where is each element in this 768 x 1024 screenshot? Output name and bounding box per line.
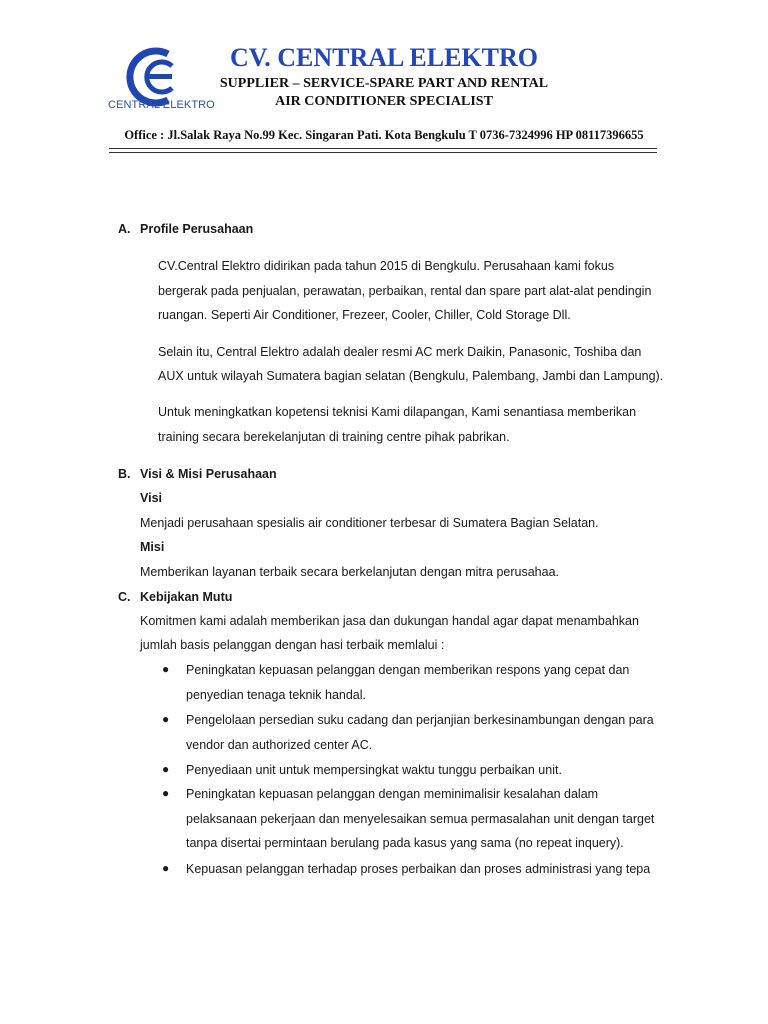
- tagline-secondary: AIR CONDITIONER SPECIALIST: [275, 94, 493, 109]
- section-a-para1-line3: ruangan. Seperti Air Conditioner, Frezeer, Cooler, Chiller, Cold Storage Dll.: [158, 308, 571, 322]
- section-a-para2-line2: AUX untuk wilayah Sumatera bagian selatan (Bengkulu, Palembang, Jambi dan Lampung).: [158, 369, 664, 383]
- bullet-dot-icon: ●: [162, 712, 170, 726]
- section-a-title: Profile Perusahaan: [140, 222, 254, 236]
- section-a-para2-line1: Selain itu, Central Elektro adalah dealer resmi AC merk Daikin, Panasonic, Toshiba dan: [158, 345, 642, 359]
- logo-wordmark: CENTRAL ELEKTRO: [108, 99, 215, 111]
- list-item-continuation: penyedian tenaga teknik handal.: [186, 688, 367, 702]
- header-rule-bottom: [109, 152, 657, 153]
- section-c-title: Kebijakan Mutu: [140, 590, 233, 604]
- list-item-continuation: vendor dan authorized center AC.: [186, 738, 373, 752]
- section-a-marker: A.: [118, 222, 131, 236]
- section-b-marker: B.: [118, 467, 131, 481]
- section-a-para1-line2: bergerak pada penjualan, perawatan, perbaikan, rental dan spare part alat-alat pendingin: [158, 284, 652, 298]
- visi-text: Menjadi perusahaan spesialis air conditioner terbesar di Sumatera Bagian Selatan.: [140, 516, 599, 530]
- section-a-para1-line1: CV.Central Elektro didirikan pada tahun 2015 di Bengkulu. Perusahaan kami fokus: [158, 259, 615, 273]
- list-item: Peningkatan kepuasan pelanggan dengan meminimalisir kesalahan dalam: [186, 787, 599, 801]
- section-c-marker: C.: [118, 590, 131, 604]
- visi-label: Visi: [140, 491, 163, 505]
- header-rule-top: [109, 148, 657, 149]
- tagline-primary: SUPPLIER – SERVICE-SPARE PART AND RENTAL: [219, 76, 549, 91]
- list-item-continuation: pelaksanaan pekerjaan dan menyelesaikan semua permasalahan unit dengan target: [186, 812, 655, 826]
- section-b-title: Visi & Misi Perusahaan: [140, 467, 277, 481]
- section-c-intro-line2: jumlah basis pelanggan dengan hasi terbaik memlalui :: [140, 638, 445, 652]
- section-a-para3-line1: Untuk meningkatkan kopetensi teknisi Kami dilapangan, Kami senantiasa memberikan: [158, 405, 637, 419]
- letterhead: [0, 0, 768, 160]
- company-name: CV. CENTRAL ELEKTRO: [230, 43, 538, 72]
- bullet-dot-icon: ●: [162, 861, 170, 875]
- bullet-dot-icon: ●: [162, 762, 170, 776]
- office-address: Office : Jl.Salak Raya No.99 Kec. Singaran Pati. Kota Bengkulu T 0736-7324996 HP 08117396655: [124, 128, 644, 142]
- misi-label: Misi: [140, 540, 165, 554]
- list-item: Penyediaan unit untuk mempersingkat waktu tunggu perbaikan unit.: [186, 763, 562, 777]
- section-c-intro-line1: Komitmen kami adalah memberikan jasa dan dukungan handal agar dapat menambahkan: [140, 614, 639, 628]
- bullet-dot-icon: ●: [162, 662, 170, 676]
- list-item: Peningkatan kepuasan pelanggan dengan memberikan respons yang cepat dan: [186, 663, 630, 677]
- bullet-dot-icon: ●: [162, 786, 170, 800]
- company-name-wrap: [0, 43, 768, 73]
- list-item: Kepuasan pelanggan terhadap proses perbaikan dan proses administrasi yang tepa: [186, 862, 651, 876]
- misi-text: Memberikan layanan terbaik secara berkelanjutan dengan mitra perusahaa.: [140, 565, 560, 579]
- list-item-continuation: tanpa disertai permintaan berulang pada kasus yang sama (no repeat inquery).: [186, 836, 624, 850]
- section-a-para3-line2: training secara berekelanjutan di training centre pihak pabrikan.: [158, 430, 510, 444]
- list-item: Pengelolaan persedian suku cadang dan perjanjian berkesinambungan dengan para: [186, 713, 654, 727]
